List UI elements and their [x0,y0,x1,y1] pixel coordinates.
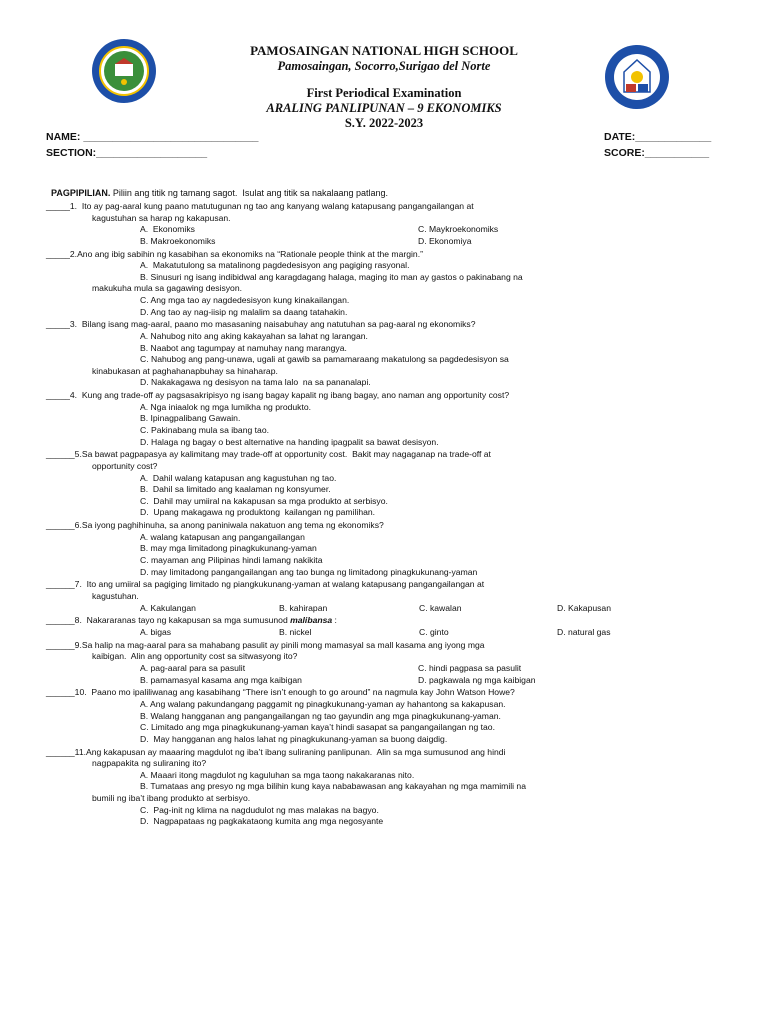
question-stem: _____1. Ito ay pag-aaral kung paano matutugunan ng tao ang kanyang walang katapusang pangangailangan at [46,201,474,211]
answer-option: C. Dahil may umiiral na kakapusan sa mga produkto at serbisyo. [140,495,388,506]
question-stem: _____3. Bilang isang mag-aaral, paano mo masasaning naisabuhay ang natutuhan sa pag-aaral ng ekonomiks? [46,319,476,330]
question-stem-cont: nagpapakita ng suliraning ito? [92,758,207,769]
instructions-text: Piliin ang titik ng tamang sagot. Isulat ang titik sa nakalaang patlang. [110,188,389,198]
school-address: Pamosaingan, Socorro,Surigao del Norte [277,59,491,73]
answer-option: C. Ang mga tao ay nagdedesisyon kung kinakailangan. [140,295,350,305]
answer-option: B. pamamasyal kasama ang mga kaibigan [140,674,302,685]
answer-option: C. hindi pagpasa sa pasulit [418,663,522,673]
answer-option: C. mayaman ang Pilipinas hindi lamang nakikita [140,555,323,565]
instructions-label: PAGPIPILIAN. [51,188,111,198]
answer-option: B. Sinusuri ng isang indibidwal ang karagdagang halaga, maging ito man ay gastos o pakinabang na [140,271,523,282]
question-stem-text: ______8. Nakararanas tayo ng kakapusan sa mga sumusunod [46,615,291,626]
question-stem-cont: kaibigan. Alin ang opportunity cost sa sitwasyong ito? [92,651,298,662]
question-stem-emphasis: malibansa [290,615,333,626]
answer-option: D. Ang tao ay nag-iisip ng malalim sa daang tatahakin. [140,306,348,317]
question-stem-end: : [332,615,337,626]
answer-option: B. Walang hangganan ang pangangailangan ng tao gayundin ang mga pinagkukunang-yaman. [140,710,501,721]
answer-option: A. Dahil walang katapusan ang kagustuhan ng tao. [140,472,337,483]
answer-option: B. Tumataas ang presyo ng mga bilihin kung kaya nababawasan ang kakayahan ng mga mamimili na [140,781,526,792]
question-stem: ______10. Paano mo ipaliliwanag ang kasabihang “There isn’t enough to go around” na nagmula kay John Watson Howe? [46,687,515,698]
answer-option: D. Ekonomiya [418,235,472,246]
answer-option: D. Nagpapataas ng pagkakataong kumita ang mga negosyante [140,816,384,827]
answer-option: A. Maaari itong magdulot ng kaguluhan sa mga taong nakakaranas nito. [140,769,415,780]
school-name: PAMOSAINGAN NATIONAL HIGH SCHOOL [250,43,518,58]
question-stem: ______5.Sa bawat pagpapasya ay kalimitang may trade-off at opportunity cost. Bakit may nagaganap na trade-off at [46,449,491,460]
question-stem-cont: opportunity cost? [92,461,158,471]
question-stem-cont: kagustuhan sa harap ng kakapusan. [92,212,231,223]
answer-option: A. bigas [140,627,172,637]
question-stem: ______11.Ang kakapusan ay maaaring magdulot ng iba’t ibang suliraning panlipunan. Alin sa mga sumusunod ang hindi [46,746,506,757]
answer-option-cont: bumili ng iba’t ibang produkto at serbisyo. [92,793,251,803]
question-stem: ______9.Sa halip na mag-aaral para sa mahabang pasulit ay pinili mong mamasyal sa mall kasama ang iyong mga [46,639,485,650]
answer-option: D. Nakakagawa ng desisyon na tama lalo na sa pananalapi. [140,377,371,388]
answer-option: A. Makatutulong sa matalinong pagdedesisyon ang pagiging rasyonal. [140,260,410,271]
section-field[interactable]: SECTION:___________________ [46,147,208,159]
answer-option-cont: makukuha mula sa gagawing desisyon. [92,283,243,294]
answer-option: B. Ipinagpalibang Gawain. [140,413,241,424]
subject-title: ARALING PANLIPUNAN – 9 EKONOMIKS [266,101,502,115]
answer-option: C. Maykroekonomiks [418,224,499,235]
answer-option: B. Naabot ang tagumpay at namuhay nang marangya. [140,342,347,353]
name-field[interactable]: NAME: ______________________________ [46,131,259,143]
answer-option: C. Pakinabang mula sa ibang tao. [140,425,269,435]
answer-option: B. nickel [279,627,312,637]
question-stem: _____4. Kung ang trade-off ay pagsasakripisyo ng isang bagay kapalit ng ibang bagay, ano naman ang opportunity cost? [46,390,510,401]
answer-option: B. may mga limitadong pinagkukunang-yaman [140,543,317,554]
answer-option-cont: kinabukasan at paghahanapbuhay sa hinaharap. [92,365,278,376]
question-stem [46,615,337,626]
answer-option: A. Kakulangan [140,602,196,613]
answer-option: B. Makroekonomiks [140,235,216,246]
answer-option: D. may limitadong pangangailangan ang tao bunga ng limitadong pinagkukunang-yaman [140,566,478,577]
score-field[interactable]: SCORE:___________ [604,147,710,159]
exam-title: First Periodical Examination [306,86,462,100]
instructions [46,177,388,199]
answer-option: D. Kakapusan [557,602,611,613]
answer-option: A. walang katapusan ang pangangailangan [140,531,305,542]
answer-option: B. Dahil sa limitado ang kaalaman ng konsyumer. [140,484,331,495]
answer-option: A. Ang walang pakundangang paggamit ng pinagkukunang-yaman ay hahantong sa kakapusan. [140,699,506,709]
answer-option: D. May hangganan ang halos lahat ng pinagkukunang-yaman sa buong daigdig. [140,733,448,744]
answer-option: C. kawalan [419,602,462,613]
answer-option: D. pagkawala ng mga kaibigan [418,674,536,685]
date-field[interactable]: DATE:_____________ [604,131,712,143]
answer-option: A. pag-aaral para sa pasulit [140,663,246,673]
answer-option: A. Nga iniaalok ng mga lumikha ng produkto. [140,401,312,412]
answer-option: B. kahirapan [279,602,328,613]
question-stem-cont: kagustuhan. [92,591,139,601]
answer-option: C. Pag-init ng klima na nagdudulot ng mas malakas na bagyo. [140,804,379,815]
question-stem: _____2.Ano ang ibig sabihin ng kasabihan sa ekonomiks na “Rationale people think at the margin.” [46,248,423,259]
answer-option: C. ginto [419,627,449,637]
answer-option: C. Nahubog ang pang-unawa, ugali at gawib sa pamamaraang makatulong sa pagdedesisyon sa [140,354,509,365]
answer-option: D. Halaga ng bagay o best alternative na handing ipagpalit sa bawat desisyon. [140,436,439,447]
answer-option: D. Upang makagawa ng produktong kailangan ng pamilihan. [140,507,376,518]
school-year: S.Y. 2022-2023 [344,116,424,130]
answer-option: A. Nahubog nito ang aking kakayahan sa lahat ng larangan. [140,331,368,341]
answer-option: D. natural gas [557,627,611,637]
question-stem: ______7. Ito ang umiiral sa pagiging limitado ng piangkukunang-yaman at walang katapusang pangangailangan at [46,579,485,590]
question-stem: ______6.Sa iyong paghihinuha, sa anong paniniwala nakatuon ang tema ng ekonomiks? [46,520,384,531]
answer-option: C. Limitado ang mga pinagkukunang-yaman kaya’t hindi sasapat sa pangangailangan ng tao. [140,722,495,733]
answer-option: A. Ekonomiks [140,224,195,235]
